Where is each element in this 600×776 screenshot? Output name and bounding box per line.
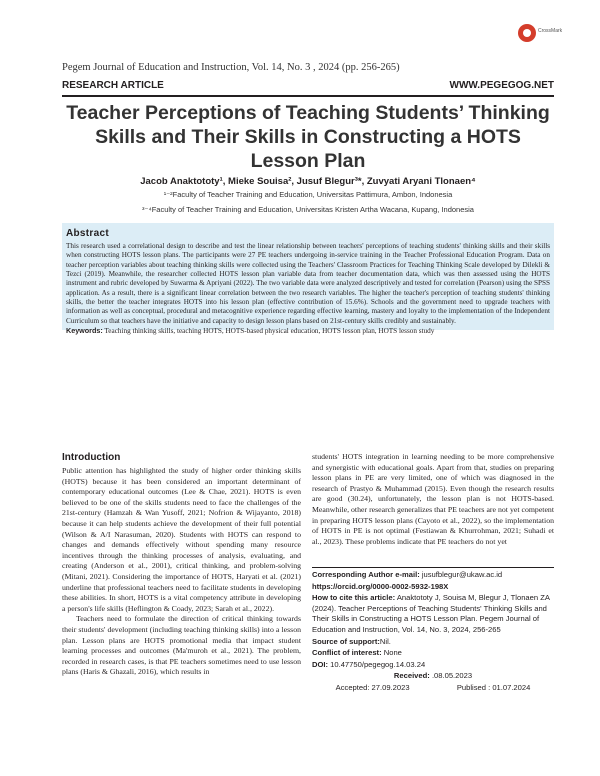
keywords-label: Keywords:	[66, 326, 103, 336]
affiliation-2: ³⁻⁴Faculty of Teacher Training and Education, Universitas Kristen Artha Wacana, Kupang, Indonesia	[142, 205, 474, 214]
abstract-heading: Abstract	[66, 228, 109, 239]
paper-title: Teacher Perceptions of Teaching Students’ Thinking Skills and Their Skills in Constructing a HOTS Lesson Plan	[66, 102, 550, 172]
affiliation-1: ¹⁻²Faculty of Teacher Training and Education, Universitas Pattimura, Ambon, Indonesia	[163, 190, 453, 199]
journal-citation: Pegem Journal of Education and Instruction, Vol. 14, No. 3 , 2024 (pp. 256-265)	[62, 62, 400, 73]
cite-text: Anaktototy J, Souisa M, Blegur J, Tlonaen ZA (2024). Teacher Perceptions of Teaching Students' Thinking Skills and Their Skills in Constructing a HOTS Lesson Plan. Pegem Journal of Education and Instruction, Vol. 14, No. 3, 2024, 256-265	[312, 593, 550, 634]
conflict-label: Conflict of interest:	[312, 648, 382, 658]
header-rule	[62, 95, 554, 97]
received-label: Received:	[393, 671, 430, 681]
support-value: Nil.	[379, 636, 391, 646]
crossmark-logo[interactable]	[518, 22, 568, 62]
orcid-link[interactable]: https://orcid.org/0000-0002-5932-198X	[312, 581, 449, 591]
doi-label: DOI:	[312, 659, 329, 669]
intro-paragraph-2: Teachers need to formulate the direction of critical thinking towards their students' development (including teaching thinking skills) into a lesson plan. Lesson plans are HOTS promotional media that impact student learning processes and outcomes (Ma'muroh et al., 2021). The problem, recorded in research cases, is that PE teachers sometimes need to use lesson plans (Haris & Ghazali, 2016), which results in	[62, 614, 301, 677]
abstract-text: This research used a correlational design to describe and test the linear relationship between teachers' perceptions of teaching students' thinking skills and their skills when constructing HOTS lesson plans. The participants were 27 PE teachers undergoing in-service training in the Teacher Professional Education Program. Data on teacher perception variables about teaching thinking skills were collected using the Teachers' Classroom Practices for Teaching Thinking Scale developed by Dilekli & Tezci (2019). Meanwhile, the researcher collected HOTS lesson plan variable data from teacher documentation data, which was then assessed using the HOTS instrument and rubric developed by Suwarma & Apriyani (2022). The two variable data were analyzed descriptively and tested for correlation (Pearson) using the SPSS application. As a result, there is a significant linear correlation between the two research variables. The higher the teacher's perception of teaching students' thinking skills, the better the teacher integrates HOTS into his lesson plan (effective contribution of 15.6%). Schools and the government need to upgrade teachers with information as well as conceptual, procedural and metacognitive experience regarding effective learning, mastery and loyalty to the implementation of the Independent Curriculum so that teachers have the initiative and capacity to design lesson plans based on 21st-century skills credibly and sustainably.	[66, 242, 550, 325]
header-bar	[62, 80, 554, 94]
author-list: Jacob Anaktototy¹, Mieke Souisa², Jusuf Blegur³*, Zuvyati Aryani Tlonaen⁴	[140, 176, 476, 187]
crossmark-label: CrossMark	[538, 28, 563, 34]
introduction-heading: Introduction	[62, 452, 121, 463]
keywords-text: Teaching thinking skills, teaching HOTS, HOTS-based physical education, HOTS lesson plan, HOTS lesson study	[104, 327, 435, 336]
doi-link[interactable]: 10.47750/pegegog.14.03.24	[330, 659, 426, 669]
left-column	[62, 466, 301, 678]
crossmark-icon	[518, 24, 536, 42]
accepted-date: Accepted: 27.09.2023	[335, 682, 410, 692]
right-column	[312, 452, 554, 547]
support-label: Source of support:	[312, 636, 380, 646]
journal-website-link[interactable]: WWW.PEGEGOG.NET	[449, 80, 554, 91]
published-date: Publised : 01.07.2024	[456, 682, 531, 692]
corr-author-label: Corresponding Author e-mail:	[312, 570, 420, 579]
article-metadata	[312, 570, 554, 695]
corr-author-email[interactable]: jusufblegur@ukaw.ac.id	[421, 570, 503, 579]
conflict-value: None	[383, 648, 402, 658]
article-type: RESEARCH ARTICLE	[62, 80, 164, 91]
intro-paragraph-1: Public attention has highlighted the study of higher order thinking skills (HOTS) because it has been considered an important determinant of contemporary educational outcomes (Lee & Chae, 2021). HOTS is even believed to be one of the skills students need to face the challenges of the 21st-century (Hamzah & Wan Yusoff, 2021; Nofrion & Wijayanto, 2018) because it can help students achieve the development of their full potential (Wilson & A/I Narasuman, 2020). Students with HOTS can respond to changes and demands effectively without spending many resource incentives through the thinking processes of analysis, evaluating, and creating (Anderson et al., 2001), critical thinking, and problem-solving (Mitani, 2021). Considering the importance of HOTS, Haryati et al. (2021) underline that professional teachers need to facilitate students in developing these abilities. In short, HOTS is a vital competency attribute in developing a person's life skills (Heflington & Coady, 2023; Sarah et al., 2022).	[62, 466, 301, 613]
abstract-body	[66, 242, 550, 336]
intro-paragraph-continued: students' HOTS integration in learning needing to be more comprehensive and synergistic with educational goals. Apart from that, studies on preparing lesson plans in PE are very limited, one of which was diagnosed in the research of Prastyo & Muhammad (2015). Even though the research results are good (30.24), unfortunately, the lesson plan is not HOTS-based. Meanwhile, other research generalizes that PE teachers are not yet competent in preparing HOTS lesson plans (Cayoto et al., 2022), so the implementation of HOTS in PE is not optimal (Festiawan & Khurrohman, 2021; Suhadi et al., 2023). These problems indicate that PE teachers do not yet	[312, 452, 554, 546]
received-date: .08.05.2023	[431, 671, 473, 681]
cite-label: How to cite this article:	[312, 593, 396, 603]
metadata-rule	[312, 567, 554, 568]
